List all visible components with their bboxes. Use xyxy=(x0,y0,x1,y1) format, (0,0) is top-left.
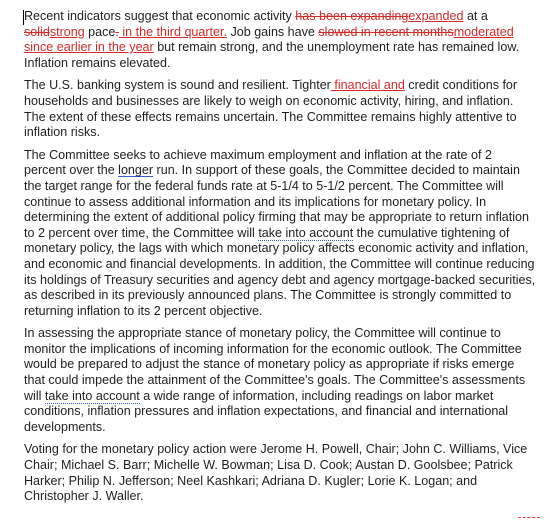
text-run: In assessing the appropriate stance of monetary policy, the Committee will continue to monitor the implications of incoming information for the economic outlook. The Committee would be prepared to adjust the stance of monetary policy as appropriate if risks emerge that could impede the attainment of the Committee's goals. The Committee's assessments will xyxy=(24,326,526,403)
paragraph-committee-goals[interactable] xyxy=(24,148,536,320)
text-run: run. In support of these goals, the Committee decided to maintain the target range for the federal funds rate at 5-1/4 to 5-1/2 percent. The Committee will continue to assess additional information and its implications for monetary policy. In determining the extent of additional policy firming that may be appropriate to return inflation to 2 percent over time, the Committee will xyxy=(24,163,529,240)
inserted-text[interactable]: strong xyxy=(49,24,85,39)
text-run: Job gains have xyxy=(227,24,319,39)
inserted-text[interactable]: financial and xyxy=(330,78,405,93)
deleted-text[interactable]: . xyxy=(115,24,119,39)
text-run: pace xyxy=(84,24,116,39)
style-suggestion[interactable]: take into account xyxy=(44,388,140,403)
text-run: the cumulative tightening of monetary policy, the lags with which monetary policy affects economic activity and inflation, and economic and financial developments. In addition, the Committee will continue reducing its holdings of Treasury securities and agency debt and agency mortgage-backed securities, as described in its previously announced plans. The Committee is strongly committed to returning inflation to its 2 percent objective. xyxy=(24,225,536,318)
style-suggestion[interactable]: take into account xyxy=(258,225,354,240)
paragraph-voting-members[interactable] xyxy=(24,442,536,504)
deleted-text[interactable]: solid xyxy=(24,24,50,39)
text-run: at a xyxy=(463,9,488,23)
text-run: but remain strong, and the unemployment rate has remained low. Inflation remains elevated. xyxy=(24,40,520,70)
paragraph-economic-activity[interactable] xyxy=(24,9,536,71)
grammar-flag[interactable]: longer xyxy=(118,163,154,178)
text-run: The Committee seeks to achieve maximum employment and inflation at the rate of 2 percent over the xyxy=(24,147,492,178)
paragraph-banking-system[interactable] xyxy=(24,78,536,140)
text-run: Recent indicators suggest that economic activity xyxy=(24,9,296,23)
revision-marker xyxy=(518,517,540,518)
text-run: Voting for the monetary policy action were Jerome H. Powell, Chair; John C. Williams, Vice Chair; Michael S. Barr; Michelle W. Bowman; Lisa D. Cook; Austan D. Goolsbee; Patrick Harker; Philip N. Jefferson; Neel Kashkari; Adriana D. Kugler; Lorie K. Logan; and Christopher J. Waller. xyxy=(24,442,528,504)
document-body[interactable] xyxy=(24,9,536,512)
text-run: The U.S. banking system is sound and resilient. Tighter xyxy=(24,78,331,93)
deleted-text[interactable]: has been expanding xyxy=(295,9,409,23)
inserted-text[interactable]: moderated since earlier in the year xyxy=(24,24,514,55)
deleted-text[interactable]: slowed in recent months xyxy=(318,24,454,39)
inserted-text[interactable]: expanded xyxy=(408,9,464,23)
text-run: a wide range of information, including readings on labor market conditions, inflation pressures and inflation expectations, and financial and international developments. xyxy=(24,388,509,434)
inserted-text[interactable]: in the third quarter. xyxy=(118,24,227,39)
text-run: credit conditions for households and businesses are likely to weigh on economic activity, hiring, and inflation. The extent of these effects remains uncertain. The Committee remains highly attentive to inflation risks. xyxy=(24,78,518,140)
paragraph-policy-stance[interactable] xyxy=(24,326,536,435)
